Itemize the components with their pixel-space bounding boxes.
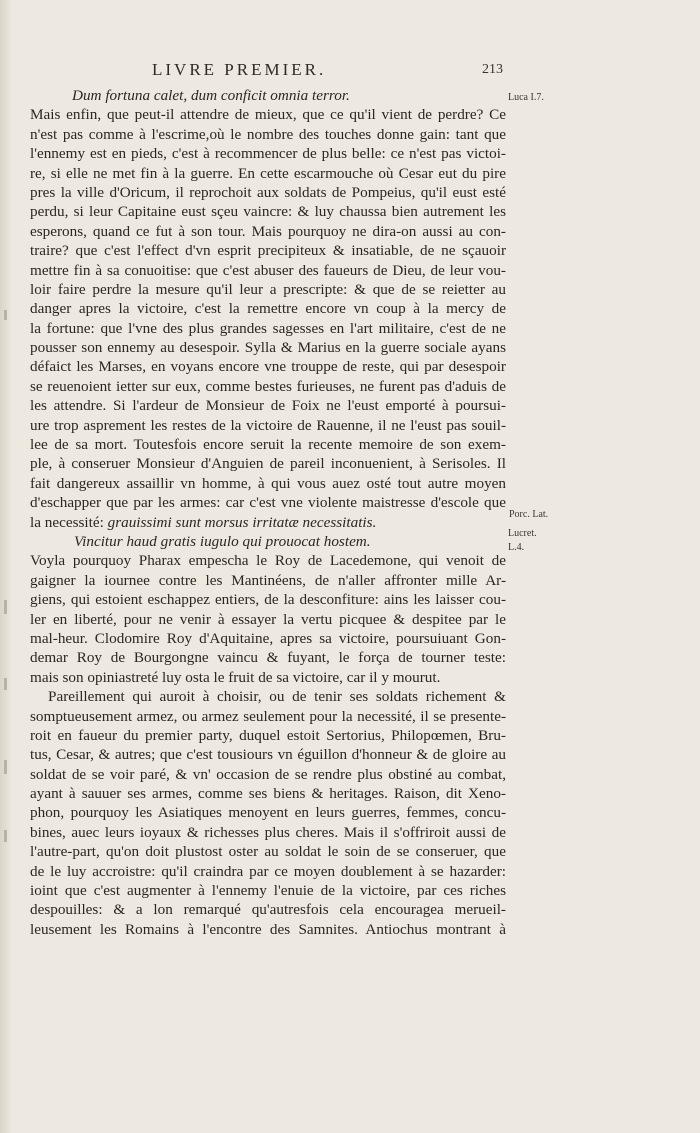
bleed-mark (4, 600, 7, 614)
text-line: Voyla pourquoy Pharax empescha le Roy de Lacedemone, qui venoit de (30, 552, 506, 570)
text-line: esperons, quand ce fut à son tour. Mais pourquoy ne dira-on aussi au con- (30, 222, 506, 240)
page-header (0, 60, 700, 84)
text-line: lee de sa mort. Toutesfois encore seruit la recente memoire de son exem- (30, 436, 506, 454)
margin-note-luca: Luca I.7. (508, 92, 544, 103)
text-line: loir faire perdre la mesure qu'il leur a prescripte: & que de se reietter au (30, 280, 506, 298)
text-line: fait dangereux assaillir vn homme, à qui vous auez osté tout autre moyen (30, 474, 506, 492)
gutter-bleed (0, 0, 12, 1133)
body-text (30, 86, 506, 939)
text-fragment: la necessité: (30, 513, 104, 531)
text-line: l'autre-part, qu'on doit plustost oster au soldat le soin de se conseruer, que (30, 843, 506, 861)
text-line: soldat de se voir paré, & vn' occasion de se rendre plus obstiné au combat, (30, 765, 506, 783)
text-line: phon, pourquoy les Asiatiques menoyent en leurs guerres, femmes, concu- (30, 804, 506, 822)
text-line: ayant à sauuer ses armes, comme ses biens & heritages. Raison, dit Xeno- (30, 785, 506, 803)
text-line: roit en faueur du premier party, duquel estoit Sertorius, Philopœmen, Bru- (30, 726, 506, 744)
text-line: mal-heur. Clodomire Roy d'Aquitaine, apres sa victoire, poursuiuant Gon- (30, 629, 506, 647)
text-line: ioint que c'est augmenter à l'ennemy l'enuie de la victoire, par ces riches (30, 882, 506, 900)
text-line: l'ennemy est en pieds, c'est à recommencer de plus belle: ce n'est pas victoi- (30, 145, 506, 163)
margin-note-lucret-ref: L.4. (508, 542, 525, 553)
margin-note-porc: Porc. Lat. (509, 509, 549, 520)
running-head: LIVRE PREMIER. (152, 60, 327, 79)
text-line: demar Roy de Bourgongne vaincu & fuyant, le força de tourner teste: (30, 649, 506, 667)
margin-note-lucret: Lucret. (508, 528, 537, 539)
text-line: tus, Cesar, & autres; que c'est tousiours vn éguillon d'honneur & de gloire au (30, 746, 506, 764)
bleed-mark (4, 760, 7, 774)
text-line: somptueusement armez, ou armez seulement pour la necessité, il se presente- (30, 707, 506, 725)
text-line: gaigner la iournee contre les Mantinéens, de n'aller affronter mille Ar- (30, 571, 506, 589)
text-line: ple, à conseruer Monsieur d'Anguien de pareil inconuenient, à Serisoles. Il (30, 455, 506, 473)
paragraph-first-line: Pareillement qui auroit à choisir, ou de tenir ses soldats richement & (48, 688, 506, 706)
bleed-mark (4, 678, 7, 690)
text-line: danger apres la victoire, c'est la remettre encore vn coup à la mercy de (30, 300, 506, 318)
text-line: mettre fin à sa conuoitise: que c'est abuser des faueurs de Dieu, de leur vou- (30, 261, 506, 279)
text-line: ler en liberté, pour ne venir à essayer la vertu picquee & despitee par le (30, 610, 506, 628)
text-line: pousser son ennemy au desespoir. Sylla & Marius en la guerre sociale ayans (30, 339, 506, 357)
text-line: de le luy accroistre: qu'il craindra par ce moyen doublement à se hazarder: (30, 862, 506, 880)
text-line: leusement les Romains à l'encontre des Samnites. Antiochus montrant à (30, 920, 506, 938)
latin-quote: grauissimi sunt morsus irritatæ necessitatis. (107, 513, 377, 531)
text-line: bines, auec leurs ioyaux & richesses plus cheres. Mais il s'offriroit aussi de (30, 823, 506, 841)
text-line (30, 513, 506, 532)
text-line: d'eschapper que par les armes: car c'est vne violente maistresse d'escole que (30, 494, 506, 512)
text-line: Mais enfin, que peut-il attendre de mieux, que ce qu'il vient de perdre? Ce (30, 106, 506, 124)
text-line: défaict les Marses, en voyans encore vne trouppe de reste, qui par desespoir (30, 358, 506, 376)
text-line: les attendre. Si l'ardeur de Monsieur de Foix ne l'eust emporté à poursui- (30, 397, 506, 415)
text-line: re, si elle ne met fin à la guerre. En cette escarmouche où Cesar eut du pire (30, 164, 506, 182)
text-line: ure trop asprement les restes de la victoire de Rauenne, il ne l'eust pas souil- (30, 416, 506, 434)
text-line: traire? que c'est l'effect d'vn esprit precipiteux & insatiable, de ne sçauoir (30, 242, 506, 260)
epigraph-line: Dum fortuna calet, dum conficit omnia terror. (72, 87, 350, 104)
text-line: mais son opiniastreté luy osta le fruit de sa victoire, car il y mourut. (30, 668, 441, 686)
text-line: despouilles: & a lon remarqué qu'autresfois cela encouragea merueil- (30, 901, 506, 919)
text-line: giens, qui estoient eschappez entiers, de la desconfiture: ains les laisser cou- (30, 591, 506, 609)
bleed-mark (4, 310, 7, 320)
page-number: 213 (482, 62, 503, 77)
text-line: n'est pas comme à l'escrime,où le nombre des touches donne gain: tant que (30, 125, 506, 143)
verse-line: Vincitur haud gratis iugulo qui prouocat hostem. (74, 532, 371, 550)
bleed-mark (4, 830, 7, 842)
text-line: la fortune: que l'vne des plus grandes sagesses en l'art militaire, c'est de ne (30, 319, 506, 337)
text-line: se reuenoient ietter sur eux, comme bestes furieuses, ne furent pas d'aduis de (30, 377, 506, 395)
text-line: pres la ville d'Oricum, il reprochoit aux soldats de Pompeius, qu'il eust esté (30, 183, 506, 201)
text-line: perdu, si leur Capitaine eust sçeu vaincre: & luy chaussa bien autrement les (30, 203, 506, 221)
